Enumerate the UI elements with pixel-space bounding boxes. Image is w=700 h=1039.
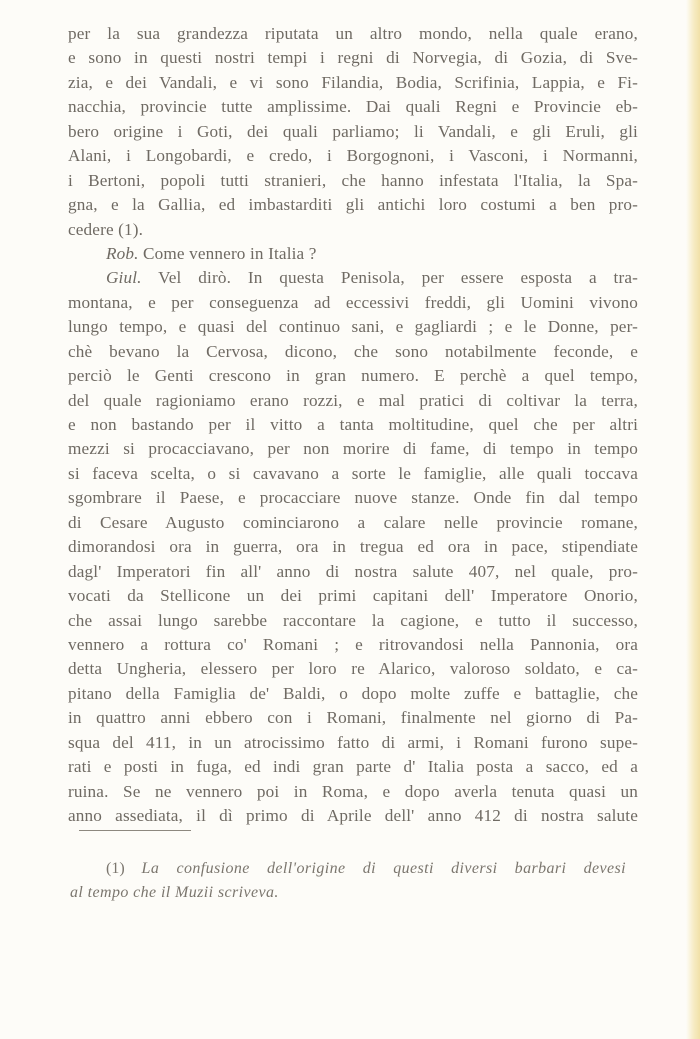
footnote-separator (79, 830, 191, 831)
text-line: si faceva scelta, o si cavavano a sorte le famiglie, alle quali toccava (68, 463, 638, 483)
text-line: dagl' Imperatori fin all' anno di nostra salute 407, nel quale, pro- (68, 561, 638, 581)
text-line: ruina. Se ne vennero poi in Roma, e dopo averla tenuta quasi un (68, 781, 638, 801)
text-line: e sono in questi nostri tempi i regni di Norvegia, di Gozia, di Sve- (68, 48, 638, 68)
text-line: dimorandosi ora in guerra, ora in tregua ed ora in pace, stipendiate (68, 537, 638, 557)
dialogue-text: Come vennero in Italia ? (143, 243, 317, 263)
text-line: anno assediata, il dì primo di Aprile dell' anno 412 di nostra salute (68, 806, 638, 825)
text-line: Alani, i Longobardi, e credo, i Borgognoni, i Vasconi, i Normanni, (68, 146, 638, 166)
footnote-line (70, 857, 626, 881)
text-line: perciò le Genti crescono in gran numero. E perchè a quel tempo, (68, 366, 638, 386)
page-edge-shadow (686, 0, 700, 1039)
text-line: cedere (1). (68, 219, 144, 239)
text-line: montana, e per conseguenza ad eccessivi freddi, gli Uomini vivono (68, 292, 638, 312)
text-line: sgombrare il Paese, e procacciare nuove stanze. Onde fin dal tempo (68, 488, 638, 508)
footnote-marker: (1) (106, 860, 125, 877)
text-line: mezzi si procacciavano, per non morire di fame, di tempo in tempo (68, 439, 638, 459)
text-line: rati e posti in fuga, ed indi gran parte d' Italia posta a sacco, ed a (68, 757, 638, 777)
speaker-label-rob: Rob. (106, 243, 139, 263)
footnote-line: al tempo che il Muzii scriveva. (70, 884, 279, 901)
text-line: vennero a rottura co' Romani ; e ritrovandosi nella Pannonia, ora (68, 634, 638, 654)
text-line: nacchia, provincie tutte amplissime. Dai quali Regni e Provincie eb- (68, 97, 638, 117)
text-line: gna, e la Gallia, ed imbastarditi gli antichi loro costumi a ben pro- (68, 195, 638, 215)
text-line: in quattro anni ebbero con i Romani, finalmente nel giorno di Pa- (68, 708, 638, 728)
text-line: pitano della Famiglia de' Baldi, o dopo molte zuffe e battaglie, che (68, 683, 638, 703)
text-line: detta Ungheria, elessero per loro re Alarico, valoroso soldato, e ca- (68, 659, 638, 679)
text-line: del quale ragioniamo erano rozzi, e mal pratici di coltivar la terra, (68, 390, 638, 410)
text-line: vocati da Stellicone un dei primi capitani dell' Imperatore Onorio, (68, 586, 638, 606)
text-line: lungo tempo, e quasi del continuo sani, e gagliardi ; e le Donne, per- (68, 317, 638, 337)
text-line: e non bastando per il vitto a tanta moltitudine, quel che per altri (68, 415, 638, 434)
speaker-label-giul: Giul. (106, 268, 142, 288)
text-line: chè bevano la Cervosa, dicono, che sono notabilmente feconde, e (68, 341, 638, 361)
dialogue-giul (68, 266, 638, 290)
text-line: i Bertoni, popoli tutti stranieri, che hanno infestata l'Italia, la Spa- (68, 170, 638, 190)
dialogue-rob (68, 242, 638, 266)
text-line: zia, e dei Vandali, e vi sono Filandia, Bodia, Scrifinia, Lappia, e Fi- (68, 72, 638, 92)
page-body (68, 22, 638, 828)
text-line: di Cesare Augusto cominciarono a calare nelle provincie romane, (68, 512, 638, 532)
footnote (70, 857, 626, 905)
footnote-text: La confusione dell'origine di questi diversi barbari devesi (141, 860, 627, 877)
text-line: per la sua grandezza riputata un altro mondo, nella quale erano, (68, 24, 638, 43)
text-line: bero origine i Goti, dei quali parliamo; li Vandali, e gli Eruli, gli (68, 121, 638, 141)
dialogue-text: Vel dirò. In questa Penisola, per essere esposta a tra- (158, 268, 639, 288)
text-line: squa del 411, in un atrocissimo fatto di armi, i Romani furono supe- (68, 732, 638, 752)
text-line: che assai lungo sarebbe raccontare la cagione, e tutto il successo, (68, 610, 638, 630)
